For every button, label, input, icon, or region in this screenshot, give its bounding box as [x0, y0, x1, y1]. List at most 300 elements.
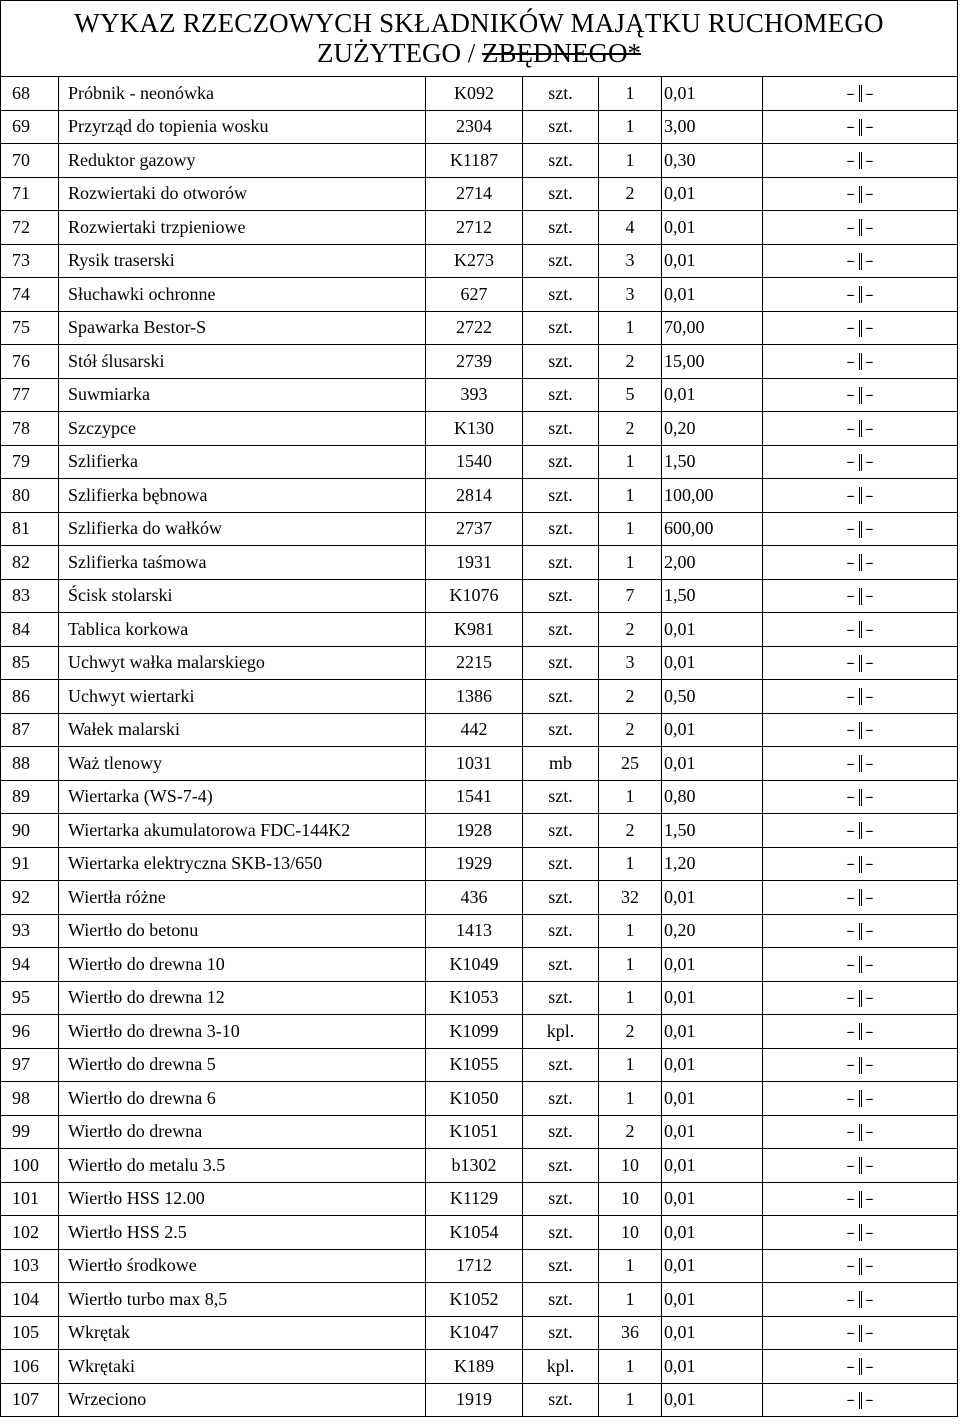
table-row [1, 1182, 958, 1216]
ditto-dash: – [846, 83, 855, 103]
ditto-bar [859, 420, 862, 437]
item-value: 0,01 [662, 948, 763, 982]
item-name: Rozwiertaki do otworów [59, 177, 426, 211]
item-unit: szt. [523, 1182, 599, 1216]
item-value: 0,20 [662, 412, 763, 446]
item-code: 1928 [426, 814, 523, 848]
table-row [1, 311, 958, 345]
item-code: K1054 [426, 1216, 523, 1250]
ditto-mark [763, 546, 958, 580]
ditto-bar [859, 85, 862, 102]
ditto-mark [763, 512, 958, 546]
item-unit: szt. [523, 177, 599, 211]
item-unit: szt. [523, 144, 599, 178]
row-number: 98 [1, 1082, 59, 1116]
item-code: 2304 [426, 110, 523, 144]
item-quantity: 10 [599, 1149, 662, 1183]
ditto-dash: – [846, 854, 855, 874]
ditto-dash: – [846, 1055, 855, 1075]
item-quantity: 1 [599, 981, 662, 1015]
row-number: 75 [1, 311, 59, 345]
row-number: 95 [1, 981, 59, 1015]
ditto-bar [859, 1023, 862, 1040]
table-row [1, 1115, 958, 1149]
ditto-mark [763, 278, 958, 312]
row-number: 94 [1, 948, 59, 982]
ditto-bar [859, 286, 862, 303]
row-number: 81 [1, 512, 59, 546]
ditto-bar [859, 1325, 862, 1342]
ditto-dash: – [846, 251, 855, 271]
ditto-dash: – [865, 1155, 874, 1175]
table-row [1, 445, 958, 479]
ditto-dash: – [846, 1356, 855, 1376]
item-name: Szczypce [59, 412, 426, 446]
row-number: 72 [1, 211, 59, 245]
row-number: 84 [1, 613, 59, 647]
ditto-dash: – [865, 921, 874, 941]
item-quantity: 3 [599, 244, 662, 278]
ditto-mark [763, 378, 958, 412]
ditto-mark [763, 747, 958, 781]
ditto-dash: – [865, 653, 874, 673]
table-row [1, 646, 958, 680]
ditto-dash: – [846, 921, 855, 941]
item-code: K1049 [426, 948, 523, 982]
table-row [1, 479, 958, 513]
ditto-dash: – [865, 1189, 874, 1209]
item-quantity: 1 [599, 1082, 662, 1116]
item-quantity: 7 [599, 579, 662, 613]
row-number: 86 [1, 680, 59, 714]
item-quantity: 2 [599, 412, 662, 446]
ditto-mark [763, 1015, 958, 1049]
ditto-dash: – [865, 1289, 874, 1309]
ditto-dash: – [865, 1390, 874, 1410]
ditto-bar [859, 454, 862, 471]
ditto-dash: – [865, 954, 874, 974]
table-row [1, 747, 958, 781]
row-number: 97 [1, 1048, 59, 1082]
ditto-dash: – [865, 452, 874, 472]
item-value: 0,01 [662, 613, 763, 647]
ditto-dash: – [846, 1289, 855, 1309]
item-quantity: 1 [599, 847, 662, 881]
item-quantity: 1 [599, 780, 662, 814]
ditto-dash: – [846, 1088, 855, 1108]
ditto-bar [859, 353, 862, 370]
item-unit: szt. [523, 77, 599, 111]
ditto-dash: – [846, 988, 855, 1008]
item-unit: szt. [523, 847, 599, 881]
row-number: 92 [1, 881, 59, 915]
item-name: Wiertło do metalu 3.5 [59, 1149, 426, 1183]
ditto-mark [763, 77, 958, 111]
item-name: Przyrząd do topienia wosku [59, 110, 426, 144]
item-code: K1053 [426, 981, 523, 1015]
item-code: 2737 [426, 512, 523, 546]
ditto-bar [859, 253, 862, 270]
item-value: 0,01 [662, 1015, 763, 1049]
table-row [1, 613, 958, 647]
item-name: Wkrętaki [59, 1350, 426, 1384]
item-unit: szt. [523, 345, 599, 379]
row-number: 90 [1, 814, 59, 848]
item-quantity: 3 [599, 278, 662, 312]
ditto-bar [859, 1224, 862, 1241]
table-row [1, 1082, 958, 1116]
table-row [1, 847, 958, 881]
item-value: 0,01 [662, 1182, 763, 1216]
item-code: K1129 [426, 1182, 523, 1216]
item-name: Wiertło do drewna 6 [59, 1082, 426, 1116]
document-subtitle [1, 38, 957, 68]
item-value: 0,01 [662, 1350, 763, 1384]
item-code: 2814 [426, 479, 523, 513]
item-quantity: 2 [599, 1115, 662, 1149]
ditto-mark [763, 1383, 958, 1417]
item-code: 2215 [426, 646, 523, 680]
ditto-bar [859, 755, 862, 772]
ditto-bar [859, 521, 862, 538]
table-row [1, 881, 958, 915]
table-row [1, 278, 958, 312]
ditto-dash: – [846, 351, 855, 371]
ditto-bar [859, 856, 862, 873]
item-name: Szlifierka do wałków [59, 512, 426, 546]
item-unit: szt. [523, 713, 599, 747]
item-quantity: 1 [599, 77, 662, 111]
item-unit: szt. [523, 546, 599, 580]
item-unit: szt. [523, 814, 599, 848]
item-name: Reduktor gazowy [59, 144, 426, 178]
item-quantity: 2 [599, 177, 662, 211]
item-code: 393 [426, 378, 523, 412]
ditto-mark [763, 479, 958, 513]
ditto-dash: – [865, 753, 874, 773]
table-row [1, 780, 958, 814]
ditto-dash: – [846, 1222, 855, 1242]
ditto-mark [763, 881, 958, 915]
ditto-dash: – [865, 552, 874, 572]
ditto-dash: – [846, 184, 855, 204]
item-unit: szt. [523, 646, 599, 680]
row-number: 107 [1, 1383, 59, 1417]
item-value: 70,00 [662, 311, 763, 345]
item-quantity: 1 [599, 445, 662, 479]
ditto-mark [763, 345, 958, 379]
item-name: Próbnik - neonówka [59, 77, 426, 111]
item-code: 436 [426, 881, 523, 915]
ditto-bar [859, 387, 862, 404]
item-value: 0,01 [662, 1048, 763, 1082]
ditto-mark [763, 981, 958, 1015]
ditto-bar [859, 152, 862, 169]
ditto-dash: – [846, 284, 855, 304]
inventory-table [0, 76, 958, 1417]
item-unit: szt. [523, 311, 599, 345]
ditto-dash: – [846, 485, 855, 505]
ditto-dash: – [846, 619, 855, 639]
item-value: 0,01 [662, 1149, 763, 1183]
ditto-dash: – [865, 586, 874, 606]
item-quantity: 2 [599, 613, 662, 647]
ditto-dash: – [865, 485, 874, 505]
ditto-mark [763, 1350, 958, 1384]
item-unit: szt. [523, 445, 599, 479]
item-code: K1099 [426, 1015, 523, 1049]
row-number: 68 [1, 77, 59, 111]
ditto-bar [859, 1191, 862, 1208]
item-name: Stół ślusarski [59, 345, 426, 379]
item-value: 0,01 [662, 981, 763, 1015]
item-unit: szt. [523, 479, 599, 513]
ditto-bar [859, 1358, 862, 1375]
item-quantity: 1 [599, 311, 662, 345]
ditto-dash: – [865, 284, 874, 304]
inventory-table-body [1, 77, 958, 1417]
item-unit: szt. [523, 914, 599, 948]
item-name: Wiertło HSS 12.00 [59, 1182, 426, 1216]
item-code: 1712 [426, 1249, 523, 1283]
item-name: Tablica korkowa [59, 613, 426, 647]
ditto-dash: – [865, 1055, 874, 1075]
ditto-mark [763, 1182, 958, 1216]
ditto-dash: – [865, 988, 874, 1008]
item-name: Wiertło środkowe [59, 1249, 426, 1283]
table-row [1, 412, 958, 446]
item-code: 1413 [426, 914, 523, 948]
item-unit: szt. [523, 244, 599, 278]
table-row [1, 948, 958, 982]
item-unit: szt. [523, 613, 599, 647]
ditto-bar [859, 487, 862, 504]
ditto-dash: – [846, 954, 855, 974]
ditto-dash: – [846, 653, 855, 673]
row-number: 99 [1, 1115, 59, 1149]
ditto-dash: – [865, 117, 874, 137]
item-quantity: 2 [599, 345, 662, 379]
item-value: 3,00 [662, 110, 763, 144]
ditto-mark [763, 948, 958, 982]
row-number: 88 [1, 747, 59, 781]
item-name: Wkrętak [59, 1316, 426, 1350]
ditto-mark [763, 814, 958, 848]
table-row [1, 713, 958, 747]
ditto-dash: – [865, 619, 874, 639]
ditto-dash: – [865, 1088, 874, 1108]
item-quantity: 2 [599, 1015, 662, 1049]
row-number: 89 [1, 780, 59, 814]
item-value: 1,20 [662, 847, 763, 881]
item-unit: szt. [523, 981, 599, 1015]
item-unit: szt. [523, 1115, 599, 1149]
item-unit: szt. [523, 1316, 599, 1350]
item-value: 0,01 [662, 646, 763, 680]
table-row [1, 1316, 958, 1350]
ditto-mark [763, 1149, 958, 1183]
table-row [1, 814, 958, 848]
ditto-bar [859, 990, 862, 1007]
item-quantity: 1 [599, 914, 662, 948]
item-value: 0,01 [662, 244, 763, 278]
subtitle-struck: ZBĘDNEGO* [481, 38, 641, 68]
ditto-bar [859, 923, 862, 940]
item-unit: szt. [523, 1048, 599, 1082]
ditto-dash: – [846, 586, 855, 606]
ditto-mark [763, 1283, 958, 1317]
item-unit: szt. [523, 948, 599, 982]
ditto-mark [763, 311, 958, 345]
item-unit: szt. [523, 1249, 599, 1283]
table-row [1, 1048, 958, 1082]
item-name: Wiertło do drewna 5 [59, 1048, 426, 1082]
ditto-dash: – [846, 117, 855, 137]
item-code: 1031 [426, 747, 523, 781]
item-code: 627 [426, 278, 523, 312]
item-code: K1051 [426, 1115, 523, 1149]
row-number: 77 [1, 378, 59, 412]
item-name: Suwmiarka [59, 378, 426, 412]
item-unit: szt. [523, 780, 599, 814]
item-unit: szt. [523, 881, 599, 915]
table-row [1, 914, 958, 948]
table-row [1, 144, 958, 178]
ditto-dash: – [846, 1256, 855, 1276]
item-unit: kpl. [523, 1015, 599, 1049]
item-code: 2739 [426, 345, 523, 379]
ditto-bar [859, 621, 862, 638]
item-unit: szt. [523, 211, 599, 245]
item-unit: szt. [523, 412, 599, 446]
item-code: b1302 [426, 1149, 523, 1183]
ditto-mark [763, 445, 958, 479]
item-value: 15,00 [662, 345, 763, 379]
ditto-dash: – [865, 787, 874, 807]
ditto-dash: – [865, 385, 874, 405]
item-name: Wiertło do drewna 10 [59, 948, 426, 982]
item-quantity: 2 [599, 680, 662, 714]
item-code: K1076 [426, 579, 523, 613]
ditto-dash: – [846, 1390, 855, 1410]
table-row [1, 981, 958, 1015]
item-name: Wiertło do betonu [59, 914, 426, 948]
item-value: 0,01 [662, 713, 763, 747]
ditto-mark [763, 579, 958, 613]
table-row [1, 1249, 958, 1283]
item-quantity: 4 [599, 211, 662, 245]
item-unit: szt. [523, 512, 599, 546]
ditto-bar [859, 1258, 862, 1275]
ditto-mark [763, 211, 958, 245]
table-row [1, 579, 958, 613]
item-unit: szt. [523, 680, 599, 714]
item-code: 1919 [426, 1383, 523, 1417]
row-number: 102 [1, 1216, 59, 1250]
item-value: 0,20 [662, 914, 763, 948]
ditto-bar [859, 119, 862, 136]
table-row [1, 110, 958, 144]
ditto-bar [859, 1157, 862, 1174]
item-value: 0,80 [662, 780, 763, 814]
item-code: K130 [426, 412, 523, 446]
item-unit: szt. [523, 110, 599, 144]
ditto-dash: – [865, 418, 874, 438]
ditto-dash: – [846, 686, 855, 706]
row-number: 79 [1, 445, 59, 479]
item-quantity: 32 [599, 881, 662, 915]
item-name: Ścisk stolarski [59, 579, 426, 613]
row-number: 104 [1, 1283, 59, 1317]
item-quantity: 1 [599, 1249, 662, 1283]
row-number: 96 [1, 1015, 59, 1049]
table-row [1, 378, 958, 412]
item-value: 2,00 [662, 546, 763, 580]
item-quantity: 10 [599, 1216, 662, 1250]
item-value: 600,00 [662, 512, 763, 546]
item-name: Wiertarka akumulatorowa FDC-144K2 [59, 814, 426, 848]
item-quantity: 2 [599, 713, 662, 747]
ditto-dash: – [846, 1155, 855, 1175]
item-name: Szlifierka bębnowa [59, 479, 426, 513]
item-name: Uchwyt wałka malarskiego [59, 646, 426, 680]
row-number: 76 [1, 345, 59, 379]
row-number: 85 [1, 646, 59, 680]
ditto-bar [859, 688, 862, 705]
item-quantity: 1 [599, 144, 662, 178]
item-name: Wiertarka (WS-7-4) [59, 780, 426, 814]
item-code: 1929 [426, 847, 523, 881]
item-unit: szt. [523, 378, 599, 412]
ditto-mark [763, 680, 958, 714]
item-code: K1187 [426, 144, 523, 178]
table-row [1, 680, 958, 714]
ditto-bar [859, 554, 862, 571]
item-value: 0,01 [662, 77, 763, 111]
ditto-bar [859, 722, 862, 739]
item-name: Wiertło turbo max 8,5 [59, 1283, 426, 1317]
item-value: 0,01 [662, 1316, 763, 1350]
ditto-dash: – [865, 1323, 874, 1343]
item-unit: szt. [523, 1283, 599, 1317]
row-number: 82 [1, 546, 59, 580]
item-name: Rozwiertaki trzpieniowe [59, 211, 426, 245]
item-unit: szt. [523, 278, 599, 312]
item-code: K1050 [426, 1082, 523, 1116]
item-unit: szt. [523, 579, 599, 613]
item-quantity: 1 [599, 479, 662, 513]
item-name: Waż tlenowy [59, 747, 426, 781]
ditto-dash: – [865, 519, 874, 539]
table-row [1, 1015, 958, 1049]
item-name: Spawarka Bestor-S [59, 311, 426, 345]
item-value: 0,01 [662, 1115, 763, 1149]
ditto-dash: – [865, 1021, 874, 1041]
item-unit: kpl. [523, 1350, 599, 1384]
row-number: 78 [1, 412, 59, 446]
ditto-dash: – [865, 1122, 874, 1142]
item-value: 0,01 [662, 177, 763, 211]
item-name: Wiertło do drewna [59, 1115, 426, 1149]
item-unit: szt. [523, 1149, 599, 1183]
item-quantity: 5 [599, 378, 662, 412]
item-value: 0,01 [662, 211, 763, 245]
item-unit: szt. [523, 1383, 599, 1417]
item-quantity: 1 [599, 546, 662, 580]
table-row [1, 1283, 958, 1317]
ditto-dash: – [865, 1222, 874, 1242]
item-code: 2722 [426, 311, 523, 345]
